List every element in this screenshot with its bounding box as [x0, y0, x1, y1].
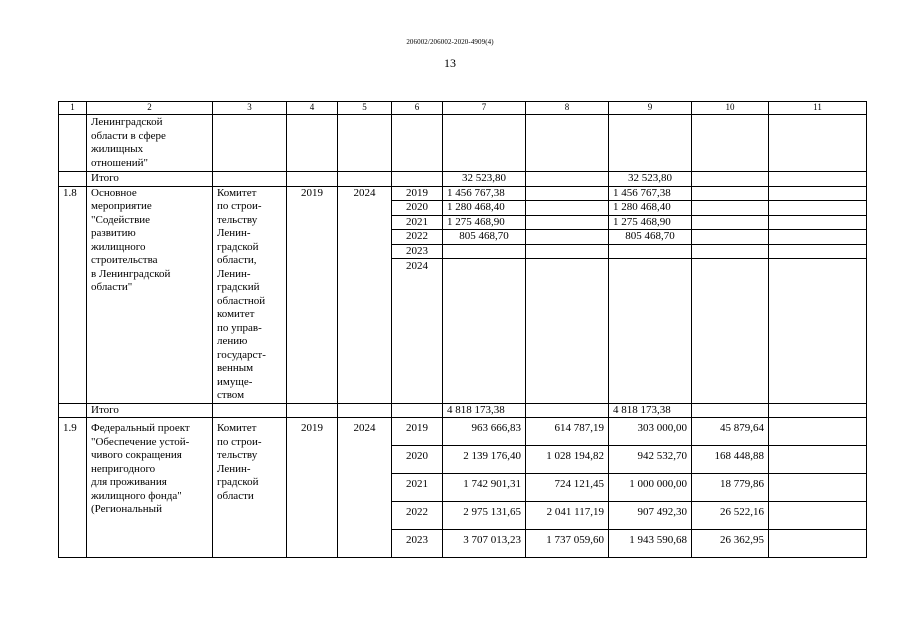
start-year: 2019	[287, 186, 338, 403]
column-number: 2	[87, 102, 213, 115]
total-label: Итого	[87, 172, 213, 187]
text-line: Ленин-	[217, 462, 251, 475]
year-cell: 2020	[392, 446, 443, 474]
responsible-party	[213, 186, 287, 403]
total-col7: 4 818 173,38	[443, 403, 526, 418]
col10-value: 18 779,86	[692, 474, 769, 502]
text-line: (Региональный	[91, 503, 162, 515]
text-line: отношений"	[91, 156, 149, 169]
text-line: венным	[217, 362, 254, 374]
text-line: по строи-	[217, 435, 262, 448]
text-line: области в сфере	[91, 129, 166, 142]
text-line: по строи-	[217, 200, 262, 212]
end-year: 2024	[338, 186, 392, 403]
text-line: жилищного фонда"	[91, 489, 182, 502]
text-line: мероприятие	[91, 200, 152, 212]
column-number: 5	[338, 102, 392, 115]
item-name	[87, 418, 213, 558]
end-year: 2024	[338, 418, 392, 558]
text-line: комитет	[217, 308, 255, 320]
col9-value: 1 275 468,90	[609, 215, 692, 230]
column-number: 11	[769, 102, 867, 115]
col8-value: 1 737 059,60	[526, 530, 609, 558]
col7-value: 2 975 131,65	[443, 502, 526, 530]
column-number: 4	[287, 102, 338, 115]
column-number: 10	[692, 102, 769, 115]
total-row	[59, 403, 867, 418]
text-line: "Обеспечение устой-	[91, 435, 190, 448]
item-number: 1.9	[59, 418, 87, 558]
text-line: тельству	[217, 449, 258, 461]
text-line: Федеральный проект	[91, 422, 190, 434]
continuation-text	[87, 115, 213, 172]
col9-value	[609, 259, 692, 403]
text-line: лению	[217, 335, 248, 347]
text-line: государст-	[217, 348, 266, 361]
text-line: строительства	[91, 254, 158, 266]
col7-value: 1 742 901,31	[443, 474, 526, 502]
text-line: области"	[91, 281, 133, 293]
col7-value: 805 468,70	[443, 230, 526, 245]
col9-value: 1 000 000,00	[609, 474, 692, 502]
text-line: в Ленинградской	[91, 267, 171, 280]
col9-value: 805 468,70	[609, 230, 692, 245]
col9-value: 303 000,00	[609, 418, 692, 446]
col9-value: 1 280 468,40	[609, 201, 692, 216]
continuation-row	[59, 115, 867, 172]
text-line: Основное	[91, 186, 137, 199]
text-line: градской	[217, 240, 259, 253]
text-line: чивого сокращения	[91, 449, 182, 461]
item-1-9-row	[59, 418, 867, 446]
start-year: 2019	[287, 418, 338, 558]
column-number: 9	[609, 102, 692, 115]
col8-value: 614 787,19	[526, 418, 609, 446]
year-cell: 2022	[392, 502, 443, 530]
column-number: 8	[526, 102, 609, 115]
text-line: Ленин-	[217, 267, 251, 280]
program-table	[58, 101, 867, 558]
year-cell: 2019	[392, 186, 443, 201]
text-line: Ленинградской	[91, 116, 163, 128]
col7-value: 1 456 767,38	[443, 186, 526, 201]
year-cell: 2019	[392, 418, 443, 446]
text-line: жилищного	[91, 240, 146, 253]
col9-value: 1 456 767,38	[609, 186, 692, 201]
col7-value: 2 139 176,40	[443, 446, 526, 474]
page-number: 13	[444, 56, 456, 70]
total-label: Итого	[87, 403, 213, 418]
text-line: развитию	[91, 227, 136, 239]
year-cell: 2024	[392, 259, 443, 403]
text-line: Комитет	[217, 186, 257, 199]
text-line: градский	[217, 281, 260, 293]
text-line: тельству	[217, 213, 258, 226]
col9-value: 942 532,70	[609, 446, 692, 474]
col7-value: 1 280 468,40	[443, 201, 526, 216]
col7-value: 963 666,83	[443, 418, 526, 446]
column-number-row	[59, 102, 867, 115]
column-number: 3	[213, 102, 287, 115]
col9-value	[609, 244, 692, 259]
text-line: для проживания	[91, 476, 167, 488]
item-1-8-row	[59, 186, 867, 201]
text-line: Комитет	[217, 422, 257, 434]
col9-value: 1 943 590,68	[609, 530, 692, 558]
year-cell: 2022	[392, 230, 443, 245]
col10-value: 26 522,16	[692, 502, 769, 530]
text-line: области,	[217, 254, 257, 266]
text-line: областной	[217, 294, 266, 307]
total-col9: 4 818 173,38	[609, 403, 692, 418]
column-number: 7	[443, 102, 526, 115]
year-cell: 2021	[392, 474, 443, 502]
col9-value: 907 492,30	[609, 502, 692, 530]
text-line: жилищных	[91, 143, 144, 155]
item-name	[87, 186, 213, 403]
col8-value: 724 121,45	[526, 474, 609, 502]
col7-value	[443, 244, 526, 259]
text-line: "Содействие	[91, 213, 151, 226]
year-cell: 2023	[392, 530, 443, 558]
year-cell: 2020	[392, 201, 443, 216]
text-line: Ленин-	[217, 227, 251, 239]
year-cell: 2021	[392, 215, 443, 230]
total-col7: 32 523,80	[443, 172, 526, 187]
col7-value: 3 707 013,23	[443, 530, 526, 558]
text-line: по управ-	[217, 321, 262, 334]
col7-value	[443, 259, 526, 403]
column-number: 6	[392, 102, 443, 115]
col7-value: 1 275 468,90	[443, 215, 526, 230]
text-line: непригодного	[91, 462, 156, 475]
col8-value: 1 028 194,82	[526, 446, 609, 474]
col10-value: 45 879,64	[692, 418, 769, 446]
total-col9: 32 523,80	[609, 172, 692, 187]
text-line: градской	[217, 476, 259, 488]
text-line: ством	[217, 389, 245, 401]
column-number: 1	[59, 102, 87, 115]
col10-value: 168 448,88	[692, 446, 769, 474]
text-line: имуще-	[217, 375, 253, 388]
item-number: 1.8	[59, 186, 87, 403]
responsible-party	[213, 418, 287, 558]
year-cell: 2023	[392, 244, 443, 259]
document-id: 206002/206002-2020-4909(4)	[406, 38, 494, 46]
text-line: области	[217, 489, 254, 502]
total-row	[59, 172, 867, 187]
col10-value: 26 362,95	[692, 530, 769, 558]
col8-value: 2 041 117,19	[526, 502, 609, 530]
